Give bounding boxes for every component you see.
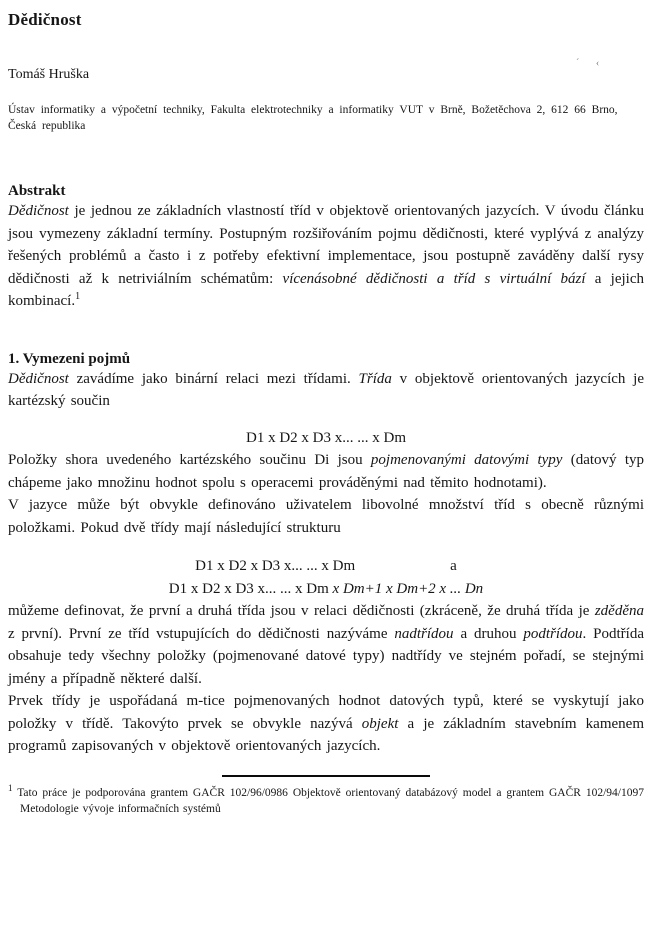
abstract-text-end: a jejich kombinací. xyxy=(8,270,644,309)
paragraph-text-end: v objektově orientovaných jazycích je kartézský součin xyxy=(8,370,644,409)
paragraph-italic-objekt: objekt xyxy=(361,715,399,732)
scan-artifact-mark: ´ ‹ xyxy=(576,58,607,69)
paragraph-italic-dedicnost: Dědičnost xyxy=(8,370,69,387)
formula-two-classes xyxy=(8,555,644,600)
footnote xyxy=(8,782,644,818)
section-1-paragraph-3: V jazyce může být obvykle definováno uživatelem libovolné množství tříd s obecně různými položkami. Pokud dvě třídy mají následující strukturu xyxy=(8,497,644,536)
paragraph-italic-zdedena: zděděna xyxy=(594,603,644,619)
formula-conjunction-a: a xyxy=(450,558,457,574)
paragraph-text: a druhou xyxy=(453,625,524,642)
paragraph-italic-trida: Třída xyxy=(358,370,392,387)
footnote-reference: 1 xyxy=(75,291,81,302)
footnote-marker: 1 xyxy=(8,782,13,793)
paragraph-italic-datatypes: pojmenovanými datovými typy xyxy=(370,452,563,468)
author-affiliation: Ústav informatiky a výpočetní techniky, Fakulta elektrotechniky a informatiky VUT v Brně, Božetěchova 2, 612 66 Brno, Česká republika xyxy=(8,104,618,132)
paragraph-italic-podtridou: podtřídou xyxy=(523,625,583,642)
paragraph-text: můžeme definovat, že první a druhá třída jsou v relaci dědičnosti (zkráceně, že druhá třída je xyxy=(8,603,595,619)
abstract-heading: Abstrakt xyxy=(8,183,66,199)
footnote-divider xyxy=(222,775,430,777)
footnote-text: Tato práce je podporována grantem GAČR 102/96/0986 Objektově orientovaný databázový model a grantem GAČR 102/94/1097 Metodologie vývoje informačních systémů xyxy=(12,786,644,815)
formula-line-2-italic: x Dm+1 x Dm+2 x ... Dn xyxy=(332,580,484,597)
paragraph-text: Prvek třídy je uspořádaná m-tice pojmenovaných hodnot datových typů, které se vyskytují jako položky v třídě. Takovýto prvek se obvykle nazývá xyxy=(8,693,644,732)
abstract-text: je jednou ze základních vlastností tříd v objektově orientovaných jazycích. V úvodu článku jsou vymezeny základní termíny. Postupným rozšiřováním pojmu dědičnosti, které vyplývá z analýzy řešených problémů a často i z potřeby efektivní implementace, jsou postupně zaváděny další rysy dědičnosti až k netriviálním schématům: xyxy=(8,203,644,287)
formula-cartesian-product: D1 x D2 x D3 x... ... x Dm xyxy=(246,429,406,446)
paragraph-italic-nadtridou: nadtřídou xyxy=(394,625,454,642)
section-1-paragraph-5 xyxy=(8,690,644,758)
formula-line-2-text: D1 x D2 x D3 x... ... x Dm xyxy=(168,580,333,597)
paragraph-text-end: a je základním stavebním kamenem programů zapisovaných v objektově orientovaných jazycích. xyxy=(8,715,644,754)
paragraph-text-end: . Podtřída obsahuje tedy všechny položky (pojmenované datové typy) nadtřídy ve stejném pořadí, se stejnými jmény a případně některé další. xyxy=(8,625,644,687)
document-title: Dědičnost xyxy=(8,10,82,29)
paragraph-text: zavádíme jako binární relaci mezi třídami. xyxy=(68,370,359,387)
abstract-paragraph xyxy=(8,200,644,313)
paragraph-text: Položky shora uvedeného kartézského součinu Di jsou xyxy=(8,452,371,468)
abstract-italic-lead: Dědičnost xyxy=(8,203,69,219)
section-1-paragraph-4 xyxy=(8,600,644,690)
section-1-heading: 1. Vymezeni pojmů xyxy=(8,350,131,367)
section-1-paragraph-2 xyxy=(8,449,644,494)
paragraph-text: z první). První ze tříd vstupujících do dědičnosti nazýváme xyxy=(8,625,395,642)
abstract-italic-terms: vícenásobné dědičnosti a tříd s virtuální bází xyxy=(282,270,586,287)
paragraph-text-end: (datový typ chápeme jako množinu hodnot spolu s operacemi prováděnými nad těmito hodnotami). xyxy=(8,452,644,491)
section-1-paragraph-1 xyxy=(8,368,644,413)
formula-line-1 xyxy=(8,555,644,578)
formula-line-1-text: D1 x D2 x D3 x... ... x Dm xyxy=(195,558,356,574)
formula-line-2 xyxy=(8,578,644,601)
author-name: Tomáš Hruška xyxy=(8,67,90,82)
